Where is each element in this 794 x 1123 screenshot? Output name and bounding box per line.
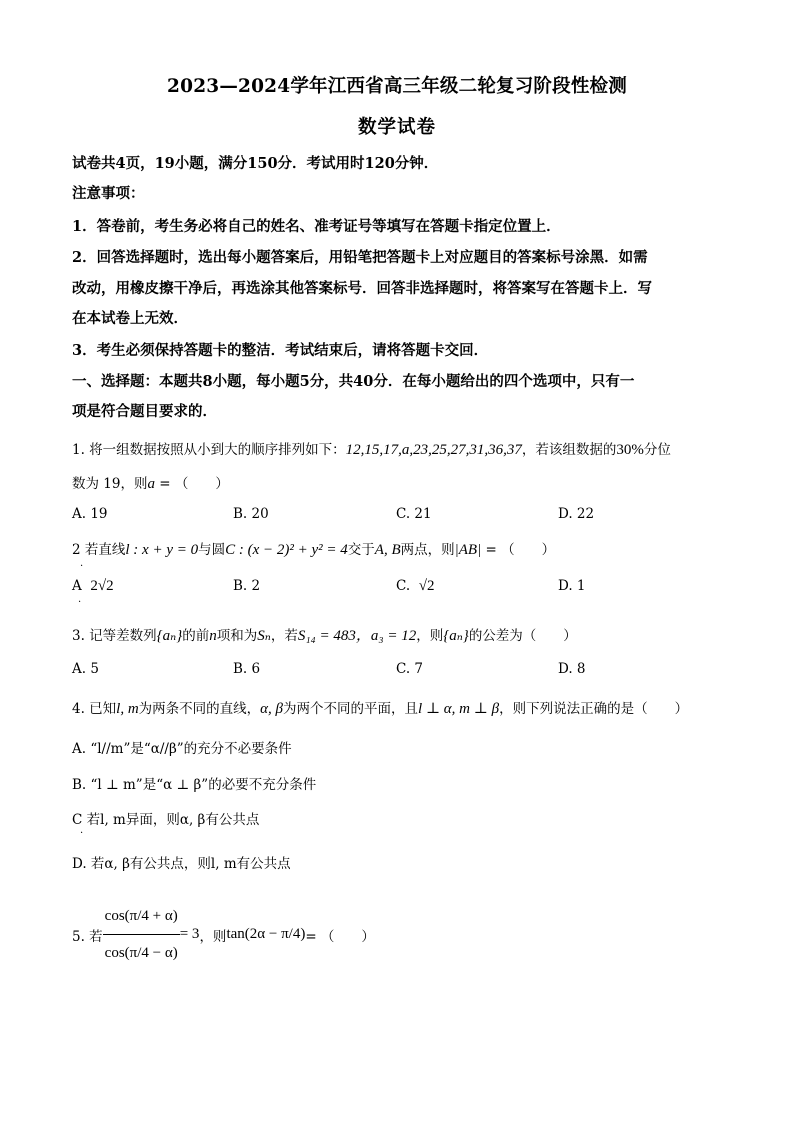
q2-dot-mark-2: . xyxy=(78,594,82,605)
q1-option-d: D. 22 xyxy=(558,506,595,522)
q3-mid4: ，则 xyxy=(416,628,444,644)
q3-end: 的公差为（ ） xyxy=(468,628,577,644)
question-5 xyxy=(72,898,375,971)
q4-mid1: 为两条不同的直线， xyxy=(138,701,261,717)
q2-circle: C : (x − 2)² + y² = 4 xyxy=(225,542,348,558)
q2-option-c-value: √2 xyxy=(418,578,435,594)
q3-option-b: B. 6 xyxy=(233,661,261,677)
q1-var: a xyxy=(147,476,155,492)
q1-option-c: C. 21 xyxy=(396,506,432,522)
exam-info: 试卷共4页，19小题，满分150分．考试用时120分钟． xyxy=(72,155,439,172)
q4-dot-mark: . xyxy=(80,825,84,836)
q3-seq: {aₙ} xyxy=(156,628,183,644)
q2-points: A, B xyxy=(374,542,401,558)
q5-numerator: cos(π/4 + α) xyxy=(104,908,178,924)
q2-option-a-label: A xyxy=(72,578,82,594)
q5-prefix: 5. 若 xyxy=(72,928,103,945)
q1-option-b: B. 20 xyxy=(233,506,269,522)
q4-planes: α, β xyxy=(260,701,284,717)
q2-option-c-label: C. xyxy=(396,578,411,594)
q4-prefix: 4. 已知 xyxy=(72,701,117,717)
q1-data: 12,15,17,a,23,25,27,31,36,37 xyxy=(345,442,522,458)
question-3 xyxy=(72,624,577,645)
section-1-heading-line-1: 一、选择题：本题共8小题，每小题5分，共40分．在每小题给出的四个选项中，只有一 xyxy=(72,373,635,390)
q1-eq: = （ ） xyxy=(154,476,229,492)
q2-mid2: 交于 xyxy=(347,542,375,558)
q2-end: = （ ） xyxy=(481,542,556,558)
q3-mid1: 的前 xyxy=(182,628,210,644)
q5-end: = （ ） xyxy=(305,928,375,945)
q4-option-c: C 若l, m异面，则α, β有公共点 xyxy=(72,812,260,828)
question-4 xyxy=(72,697,688,718)
q5-eq: = 3 xyxy=(179,926,200,942)
q4-condition: l ⊥ α, m ⊥ β xyxy=(418,701,500,717)
page-subtitle: 数学试卷 xyxy=(357,117,436,138)
q3-option-d: D. 8 xyxy=(558,661,586,677)
q2-option-a xyxy=(72,578,114,595)
q3-sn: Sₙ xyxy=(257,628,271,644)
q3-mid3: ，若 xyxy=(270,628,298,644)
q2-mid3: 两点，则 xyxy=(400,542,455,558)
q5-fraction xyxy=(103,898,180,971)
q1-percent: 30% xyxy=(616,442,644,458)
q4-mid2: 为两个不同的平面，且 xyxy=(283,701,419,717)
q1-line2: 数为 19，则 xyxy=(72,476,148,492)
q4-option-a: A. “l//m”是“α//β”的充分不必要条件 xyxy=(72,741,292,757)
q3-prefix: 3. 记等差数列 xyxy=(72,628,157,644)
question-1-line-1 xyxy=(72,438,671,459)
q2-abs: |AB| xyxy=(454,542,482,558)
page-title: 2023—2024学年江西省高三年级二轮复习阶段性检测 xyxy=(167,76,627,97)
q4-option-d: D. 若α, β有公共点，则l, m有公共点 xyxy=(72,856,291,872)
q1-suffix: 分位 xyxy=(643,442,671,458)
q2-option-d: D. 1 xyxy=(558,578,586,594)
note-2-line-1: 2．回答选择题时，选出每小题答案后，用铅笔把答题卡上对应题目的答案标号涂黑．如需 xyxy=(72,249,648,266)
section-1-heading-line-2: 项是符合题目要求的． xyxy=(72,403,217,420)
q4-option-b: B. “l ⊥ m”是“α ⊥ β”的必要不充分条件 xyxy=(72,777,317,793)
q1-mid: ，若该组数据的 xyxy=(521,442,617,458)
q4-end: ，则下列说法正确的是（ ） xyxy=(499,701,689,717)
q5-tan: tan(2α − π/4) xyxy=(226,926,306,942)
q2-option-a-value: 2√2 xyxy=(90,578,114,594)
q3-seq2: {aₙ} xyxy=(443,628,469,644)
q5-denominator: cos(π/4 − α) xyxy=(104,945,178,961)
q2-line: l : x + y = 0 xyxy=(125,542,199,558)
q2-mid1: 与圆 xyxy=(198,542,226,558)
q3-mid2: 项和为 xyxy=(216,628,258,644)
q5-mid: ，则 xyxy=(199,928,227,945)
q3-condition: S₁₄ = 483，a₃ = 12 xyxy=(297,628,417,644)
note-2-line-3: 在本试卷上无效． xyxy=(72,310,188,327)
q2-dot-mark: . xyxy=(80,558,84,569)
q3-option-c: C. 7 xyxy=(396,661,424,677)
q1-option-a: A. 19 xyxy=(72,506,108,522)
q4-lines: l, m xyxy=(116,701,139,717)
question-2 xyxy=(72,538,555,559)
note-2-line-2: 改动，用橡皮擦干净后，再选涂其他答案标号．回答非选择题时，将答案写在答题卡上．写 xyxy=(72,280,652,297)
q3-option-a: A. 5 xyxy=(72,661,99,677)
q2-prefix: 2 若直线 xyxy=(72,542,126,558)
q1-prefix: 1. 将一组数据按照从小到大的顺序排列如下： xyxy=(72,442,346,458)
note-1: 1．答卷前，考生务必将自己的姓名、准考证号等填写在答题卡指定位置上． xyxy=(72,218,561,235)
q2-option-c xyxy=(396,578,434,595)
q3-n: n xyxy=(209,628,217,644)
note-3: 3．考生必须保持答题卡的整洁．考试结束后，请将答题卡交回． xyxy=(72,342,489,359)
notes-title: 注意事项： xyxy=(72,185,145,202)
question-1-line-2 xyxy=(72,472,229,493)
q2-option-b: B. 2 xyxy=(233,578,261,594)
